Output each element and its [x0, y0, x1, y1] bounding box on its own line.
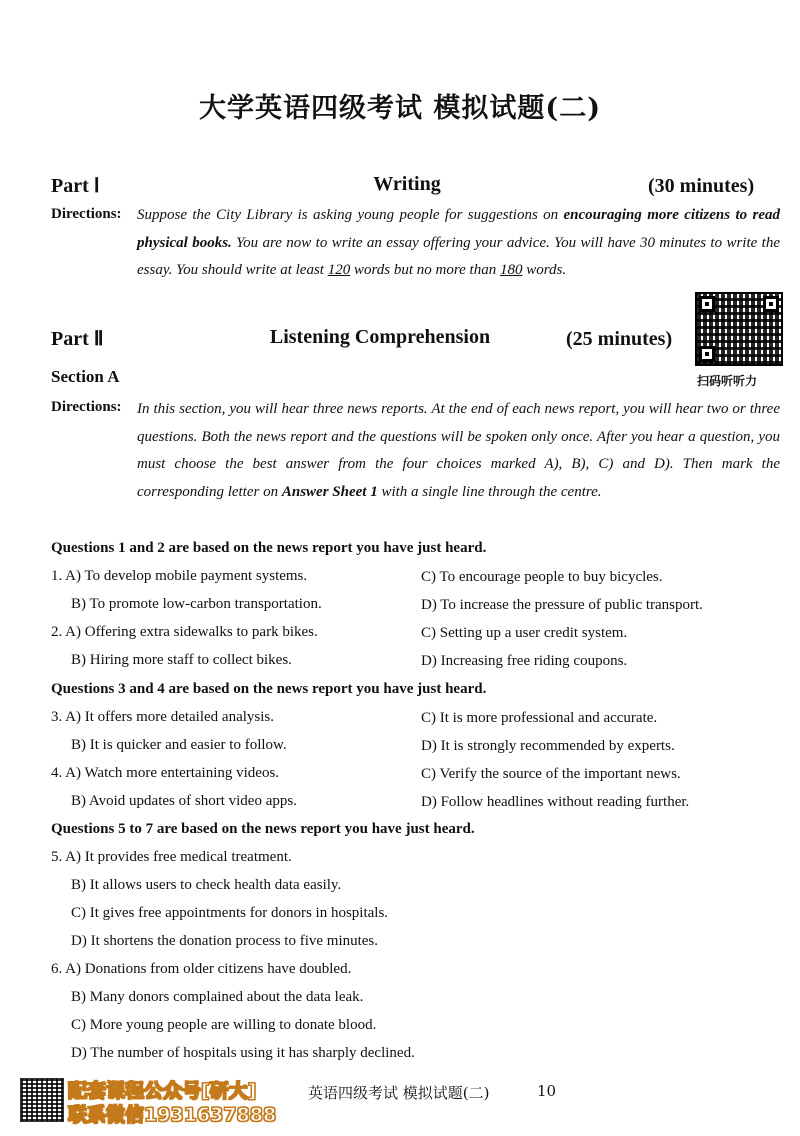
question-group-heading: Questions 3 and 4 are based on the news report you have just heard. [51, 681, 487, 697]
page-title: 大学英语四级考试 模拟试题(二) [199, 93, 601, 124]
option-5c: C) It gives free appointments for donors in hospitals. [71, 905, 389, 921]
option-5a: 5. A) It provides free medical treatment. [51, 849, 292, 865]
part2-directions [137, 396, 780, 506]
option-2b: B) Hiring more staff to collect bikes. [71, 652, 292, 668]
option-3d: D) It is strongly recommended by experts. [421, 738, 675, 754]
section-a-heading: Section A [51, 367, 120, 386]
qr-finder [699, 296, 715, 312]
part1-directions [137, 202, 780, 285]
watermark-qr-icon [20, 1078, 64, 1122]
page-number: 10 [537, 1082, 557, 1100]
option-5b: B) It allows users to check health data easily. [71, 877, 342, 893]
footer-title: 英语四级考试 模拟试题(二) [308, 1084, 490, 1102]
directions-text: In this section, you will hear three news reports. At the end of each news report, you will hear two or three questions. Both the news report and the questions will be spoken only once. After you hear a question, you must choose the best answer from the four choices marked A), B), C) and D). Then mark the corresponding letter on [137, 401, 780, 500]
watermark-line-2: 联系微信1931637888 [68, 1104, 277, 1126]
part1-title: Writing [373, 173, 441, 195]
question-group-heading: Questions 1 and 2 are based on the news report you have just heard. [51, 540, 487, 556]
min-word-count: 120 [327, 262, 351, 278]
option-6d: D) The number of hospitals using it has sharply declined. [71, 1045, 415, 1061]
part1-time: (30 minutes) [648, 175, 755, 197]
option-3b: B) It is quicker and easier to follow. [71, 737, 287, 753]
part1-label: Part Ⅰ [51, 175, 100, 197]
qr-code-icon[interactable] [695, 292, 783, 366]
option-2c: C) Setting up a user credit system. [421, 625, 628, 641]
directions-text: words but no more than [350, 262, 500, 278]
option-1b: B) To promote low-carbon transportation. [71, 596, 322, 612]
option-2a: 2. A) Offering extra sidewalks to park bikes. [51, 624, 318, 640]
option-6c: C) More young people are willing to donate blood. [71, 1017, 377, 1033]
watermark-line-1: 配套课程公众号[研大] [68, 1080, 257, 1102]
option-4b: B) Avoid updates of short video apps. [71, 793, 297, 809]
directions-emphasis: encouraging more citizens to read physical books. [137, 207, 780, 251]
qr-finder [763, 296, 779, 312]
part2-directions-label: Directions: [51, 399, 122, 415]
option-1a: 1. A) To develop mobile payment systems. [51, 568, 308, 584]
max-word-count: 180 [499, 262, 523, 278]
option-1d: D) To increase the pressure of public transport. [421, 597, 703, 613]
qr-caption: 扫码听听力 [697, 374, 758, 388]
option-4d: D) Follow headlines without reading further. [421, 794, 690, 810]
option-5d: D) It shortens the donation process to five minutes. [71, 933, 379, 949]
directions-text: words. [522, 262, 567, 278]
option-6a: 6. A) Donations from older citizens have doubled. [51, 961, 352, 977]
directions-text: You are now to write an essay offering your advice. You will have 30 minutes to write the essay. You should write at least [137, 234, 780, 278]
option-2d: D) Increasing free riding coupons. [421, 653, 628, 669]
option-4a: 4. A) Watch more entertaining videos. [51, 765, 280, 781]
part1-directions-label: Directions: [51, 206, 122, 222]
question-group-heading: Questions 5 to 7 are based on the news report you have just heard. [51, 821, 475, 837]
option-3a: 3. A) It offers more detailed analysis. [51, 709, 274, 725]
option-4c: C) Verify the source of the important news. [421, 766, 681, 782]
option-6b: B) Many donors complained about the data leak. [71, 989, 364, 1005]
part2-label: Part Ⅱ [51, 328, 104, 350]
directions-text: Suppose the City Library is asking young people for suggestions on [137, 207, 564, 223]
option-3c: C) It is more professional and accurate. [421, 710, 658, 726]
directions-text: with a single line through the centre. [377, 483, 602, 500]
part2-title: Listening Comprehension [269, 326, 491, 348]
part2-time: (25 minutes) [566, 328, 673, 350]
answer-sheet-reference: Answer Sheet 1 [281, 483, 378, 500]
qr-finder [699, 346, 715, 362]
option-1c: C) To encourage people to buy bicycles. [421, 569, 663, 585]
